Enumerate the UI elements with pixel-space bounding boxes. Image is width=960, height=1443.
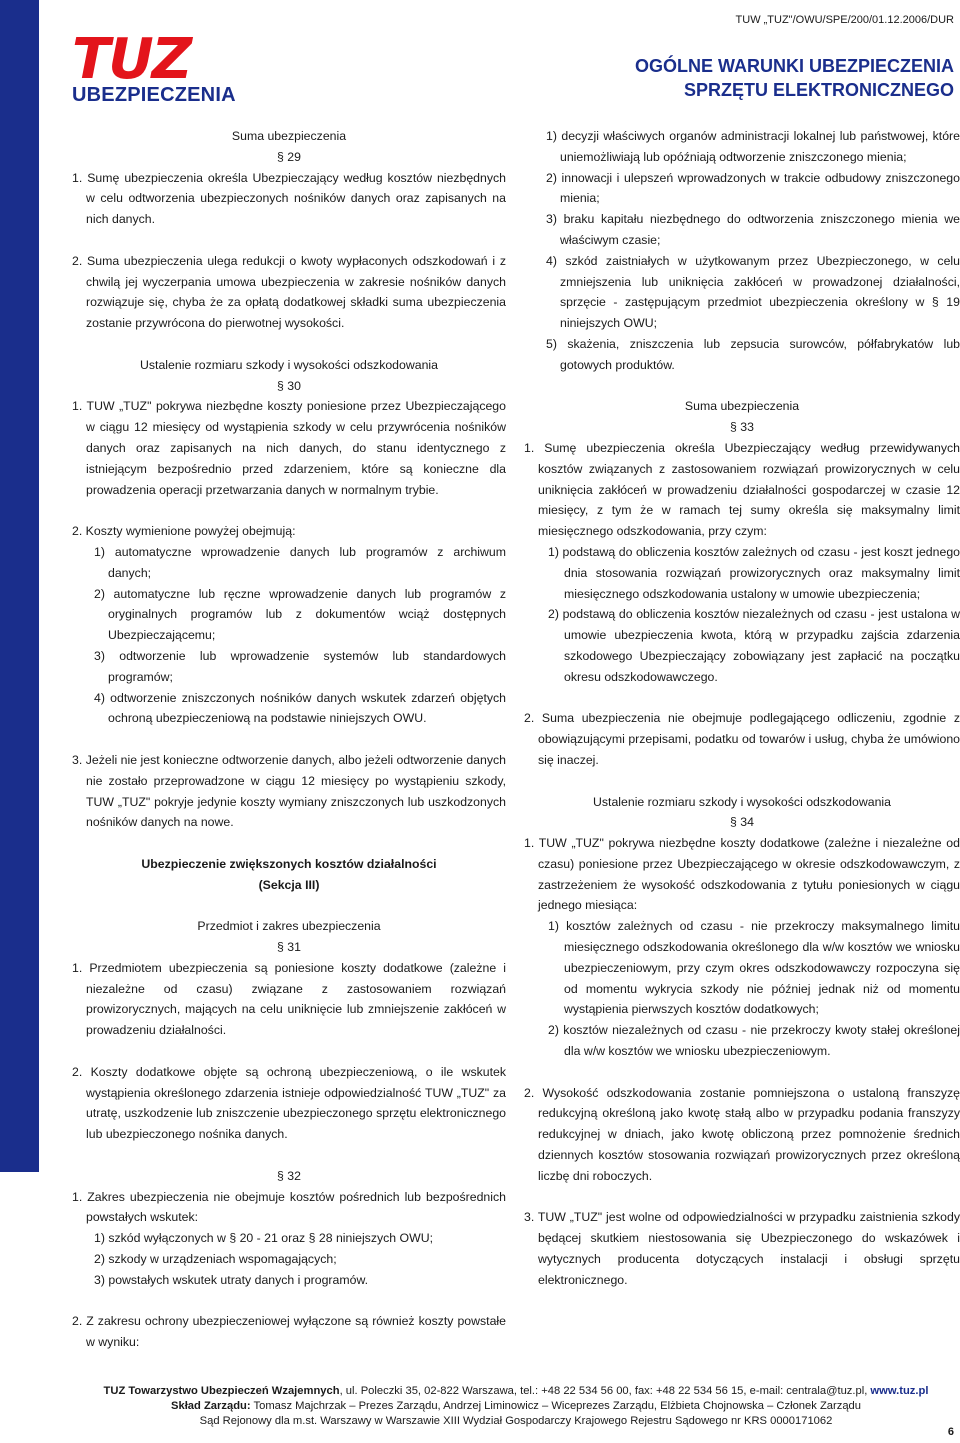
clause: 2. Wysokość odszkodowania zostanie pomniejszona o ustaloną franszyzę redukcyjną określoną jako kwotę stałą albo w przypadku podania franszyzy redukcyjnej w dniach, jako kwotę obliczoną przez pomnożenie średnich dziennych kosztów stosowania rozwiązań prowizorycznych przez określoną liczbę dni roboczych. (524, 1085, 960, 1183)
list-item: 1) podstawą do obliczenia kosztów zależnych od czasu - jest koszt jednego dnia stosowania rozwiązań prowizorycznych oraz maksymalny limit miesięcznego odszkodowania ustalony w umowie ubezpieczenia; (548, 544, 960, 601)
clause: 2. Koszty dodatkowe objęte są ochroną ubezpieczeniową, o ile wskutek wystąpienia określonego zdarzenia istnieje odpowiedzialność TUW „TUZ" za utratę, uszkodzenie lub zniszczenie ubezpieczonego sprzętu elektronicznego lub ubezpieczonego nośnika danych. (72, 1064, 506, 1142)
list-item: 1) decyzji właściwych organów administracji lokalnej lub państwowej, które uniemożliwiają lub opóźniają odtworzenie zniszczonego mienia; (546, 129, 960, 164)
clause: 1. TUW „TUZ" pokrywa niezbędne koszty poniesione przez Ubezpieczającego w ciągu 12 miesięcy od wystąpienia szkody w celu przywrócenia nośników danych oraz zapisanych na nich danych, do stanu identycznego z istniejącym bezpośrednio przed zdarzeniem, które są konieczne dla prowadzenia operacji przetwarzania danych w normalnym trybie. (72, 399, 506, 497)
paragraph-number: § 31 (277, 940, 301, 955)
paragraph-number: § 30 (277, 378, 301, 393)
document-title (635, 54, 954, 102)
footer-line-1 (72, 1384, 960, 1399)
company-name: TUZ Towarzystwo Ubezpieczeń Wzajemnych (103, 1385, 340, 1397)
logo-sub-text: UBEZPIECZENIA (72, 84, 236, 106)
board-label: Skład Zarządu: (171, 1400, 251, 1412)
list-item: 2) podstawą do obliczenia kosztów niezależnych od czasu - jest ustalona w umowie ubezpieczenia kwota, którą w przypadku zajścia zdarzenia szkodowego Ubezpieczający zobowiązany jest zapłacić na początku okresu odszkodowawczego. (548, 607, 960, 684)
clause: 1. TUW „TUZ" pokrywa niezbędne koszty dodatkowe (zależne i niezależne od czasu) poniesione przez Ubezpieczającego w okresie odszkodowawczym, z zastrzeżeniem że wysokość odszkodowania z tytułu poniesionych w ciągu jednego miesiąca: (524, 836, 960, 913)
section-heading-bold: Ubezpieczenie zwiększonych kosztów działalności (141, 856, 437, 871)
footer (72, 1384, 960, 1429)
paragraph-number: § 33 (730, 420, 754, 435)
title-line-1: OGÓLNE WARUNKI UBEZPIECZENIA (634, 56, 954, 76)
clause: 2. Koszty wymienione powyżej obejmują: (72, 524, 296, 539)
logo-main-text: TUZ (72, 27, 191, 92)
blue-sidebar-band (0, 0, 39, 1172)
list-item: 3) odtworzenie lub wprowadzenie systemów lub standardowych programów; (94, 648, 506, 684)
list-item: 1) automatyczne wprowadzenie danych lub programów z archiwum danych; (94, 544, 506, 580)
list-item: 4) szkód zaistniałych w użytkowanym przez Ubezpieczonego, w celu zmniejszenia lub uniknięcia zakłóceń w prowadzonej działalności, sprzęcie - zastępującym przedmiot ubezpieczenia określony w § 19 niniejszych OWU; (546, 253, 960, 331)
clause: 2. Suma ubezpieczenia ulega redukcji o kwoty wypłaconych odszkodowań i z chwilą jej wyczerpania umowa ubezpieczenia w zakresie nośników danych rozwiązuje się, chyba że za opłatą dodatkowej składki suma ubezpieczenia zostanie przywrócona do pierwotnej wysokości. (72, 253, 506, 331)
paragraph-number: § 32 (277, 1168, 301, 1183)
list-item: 3) braku kapitału niezbędnego do odtworzenia zniszczonego mienia we właściwym czasie; (546, 212, 960, 247)
list-item: 3) powstałych wskutek utraty danych i programów. (94, 1272, 369, 1287)
clause: 1. Przedmiotem ubezpieczenia są poniesione koszty dodatkowe (zależne i niezależne od czasu) związane z zastosowaniem rozwiązań prowizorycznych, mających na celu uniknięcie lub zmniejszenie zakłóceń w prowadzeniu działalności. (72, 960, 506, 1038)
right-column (524, 126, 960, 1291)
document-code: TUW „TUZ"/OWU/SPE/200/01.12.2006/DUR (735, 14, 954, 26)
list-item: 4) odtworzenie zniszczonych nośników danych wskutek zdarzeń objętych ochroną ubezpieczeniową na podstawie niniejszych OWU. (94, 690, 506, 726)
paragraph-number: § 34 (730, 815, 754, 830)
footer-line-3: Sąd Rejonowy dla m.st. Warszawy w Warszawie XIII Wydział Gospodarczy Krajowego Rejestru Sądowego nr KRS 0000171062 (199, 1415, 833, 1427)
clause: 3. Jeżeli nie jest konieczne odtworzenie danych, albo jeżeli odtworzenie danych nie zostało przeprowadzone w ciągu 12 miesięcy po wystąpieniu szkody, TUW „TUZ" pokryje jedynie koszty wymiany zniszczonych lub uszkodzonych nośników danych na nowe. (72, 752, 506, 830)
list-item: 2) kosztów niezależnych od czasu - nie przekroczy kwoty stałej określonej dla w/w kosztów we wniosku ubezpieczeniowym. (548, 1023, 960, 1059)
footer-line-2 (72, 1399, 960, 1414)
clause: 3. TUW „TUZ" jest wolne od odpowiedzialności w przypadku zaistnienia szkody będącej skutkiem niestosowania się Ubezpieczonego do wskazówek i wytycznych producenta dotyczących instalacji i obsługi sprzętu elektronicznego. (524, 1210, 960, 1287)
list-item: 1) kosztów zależnych od czasu - nie przekroczy maksymalnego limitu miesięcznego odszkodowania określonego dla w/w kosztów we wniosku ubezpieczeniowym, przy czym okres odszkodowawczy rozpoczyna się od momentu wykrycia szkody nie później jednak niż od momentu wystąpienia pierwszych kosztów dodatkowych; (548, 919, 960, 1017)
list-item: 2) automatyczne lub ręczne wprowadzenie danych lub programów z oryginalnych programów lub z dokumentów wciąż dostępnych Ubezpieczającemu; (94, 586, 506, 643)
clause: 2. Suma ubezpieczenia nie obejmuje podlegającego odliczeniu, zgodnie z obowiązującymi przepisami, podatku od towarów i usług, chyba że umówiono się inaczej. (524, 711, 960, 767)
clause: 2. Z zakresu ochrony ubezpieczeniowej wyłączone są również koszty powstałe w wyniku: (72, 1314, 506, 1350)
tuz-logo (72, 27, 242, 106)
section-heading: Przedmiot i zakres ubezpieczenia (197, 919, 381, 934)
section-heading-bold: (Sekcja III) (258, 877, 320, 892)
list-item: 2) szkody w urządzeniach wspomagających; (94, 1252, 337, 1267)
list-item: 5) skażenia, zniszczenia lub zepsucia surowców, półfabrykatów lub gotowych produktów. (546, 336, 960, 372)
list-item: 1) szkód wyłączonych w § 20 - 21 oraz § 28 niniejszych OWU; (94, 1231, 433, 1246)
section-heading: Ustalenie rozmiaru szkody i wysokości odszkodowania (140, 357, 438, 372)
clause: 1. Sumę ubezpieczenia określa Ubezpieczający według przewidywanych kosztów związanych z zastosowaniem rozwiązań prowizorycznych w celu uniknięcia zakłóceń w prowadzeniu działalności gospodarczej w czasie 12 miesięcy, z tym że w ramach tej sumy określa się maksymalny limit miesięcznego odszkodowania, przy czym: (524, 440, 960, 539)
section-heading: Suma ubezpieczenia (231, 129, 347, 143)
section-heading: Suma ubezpieczenia (684, 399, 800, 414)
page-number: 6 (947, 1426, 954, 1438)
company-address: , ul. Poleczki 35, 02-822 Warszawa, tel.: +48 22 534 56 00, fax: +48 22 534 56 15, e-mail: centrala@tuz.pl, (339, 1385, 871, 1397)
clause: 1. Zakres ubezpieczenia nie obejmuje kosztów pośrednich lub bezpośrednich powstałych wskutek: (72, 1189, 506, 1225)
title-line-2: SPRZĘTU ELEKTRONICZNEGO (683, 80, 954, 100)
board-members: Tomasz Majchrzak – Prezes Zarządu, Andrzej Liminowicz – Wiceprezes Zarządu, Elżbieta Chojnowska – Członek Zarządu (250, 1400, 861, 1412)
left-column (72, 126, 506, 1353)
paragraph-number: § 29 (277, 149, 301, 164)
section-heading: Ustalenie rozmiaru szkody i wysokości odszkodowania (593, 794, 891, 809)
clause: 1. Sumę ubezpieczenia określa Ubezpieczający według kosztów niezbędnych w celu odtworzenia ubezpieczonych nośników danych oraz zapisanych na nich danych. (72, 170, 506, 227)
website-link[interactable]: www.tuz.pl (870, 1385, 929, 1397)
list-item: 2) innowacji i ulepszeń wprowadzonych w trakcie odbudowy zniszczonego mienia; (546, 170, 960, 206)
